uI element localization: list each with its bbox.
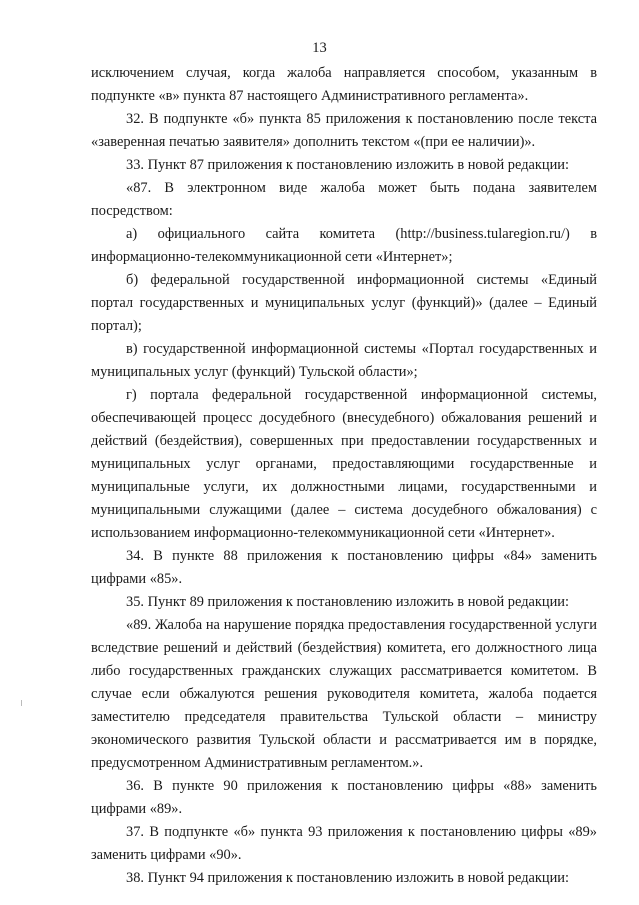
paragraph-subclause-a: а) официального сайта комитета (http://business.tularegion.ru/) в информационно-телекоммуникационной сети «Интернет»; bbox=[91, 226, 597, 265]
paragraph-subclause-b: б) федеральной государственной информационной системы «Единый портал государственных и муниципальных услуг (функций)» (далее – Единый портал); bbox=[91, 272, 597, 334]
paragraph-item-35: 35. Пункт 89 приложения к постановлению изложить в новой редакции: bbox=[126, 594, 570, 610]
paragraph-subclause-g: г) портала федеральной государственной информационной системы, обеспечивающей процесс досудебного (внесудебного) обжалования решений и действий (бездействия), совершенных при предоставлении государственных и муниципальных услуг органами, предоставляющими государственные и муниципальные услуги, их должностными лицами, государственными и муниципальными служащими (далее – система досудебного обжалования) с использованием информационно-телекоммуникационной сети «Интернет». bbox=[91, 387, 597, 541]
paragraph-clause-89: «89. Жалоба на нарушение порядка предоставления государственной услуги вследствие решений и действий (бездействия) комитета, его должностного лица либо государственных гражданских служащих рассматривается комитетом. В случае если обжалуются решения руководителя комитета, жалоба подается заместителю председателя правительства Тульской области – министру экономического развития Тульской области и рассматривается им в порядке, предусмотренном Административным регламентом.». bbox=[91, 617, 597, 771]
paragraph-item-32: 32. В подпункте «б» пункта 85 приложения к постановлению после текста «заверенная печатью заявителя» дополнить текстом «(при ее наличии)». bbox=[91, 111, 597, 150]
paragraph-item-36: 36. В пункте 90 приложения к постановлению цифры «88» заменить цифрами «89». bbox=[91, 778, 597, 817]
paragraph-item-37: 37. В подпункте «б» пункта 93 приложения к постановлению цифры «89» заменить цифрами «90». bbox=[91, 824, 597, 863]
paragraph-item-34: 34. В пункте 88 приложения к постановлению цифры «84» заменить цифрами «85». bbox=[91, 548, 597, 587]
paragraph-continuation: исключением случая, когда жалоба направляется способом, указанным в подпункте «в» пункта 87 настоящего Административного регламента». bbox=[91, 65, 597, 104]
paragraph-subclause-v: в) государственной информационной системы «Портал государственных и муниципальных услуг (функций) Тульской области»; bbox=[91, 341, 597, 380]
paragraph-item-38: 38. Пункт 94 приложения к постановлению изложить в новой редакции: bbox=[126, 870, 570, 886]
document-body bbox=[91, 62, 597, 890]
scan-speck bbox=[21, 700, 22, 706]
paragraph-clause-87: «87. В электронном виде жалоба может быть подана заявителем посредством: bbox=[91, 180, 597, 219]
paragraph-item-33: 33. Пункт 87 приложения к постановлению изложить в новой редакции: bbox=[126, 157, 570, 173]
page-number: 13 bbox=[312, 40, 327, 56]
